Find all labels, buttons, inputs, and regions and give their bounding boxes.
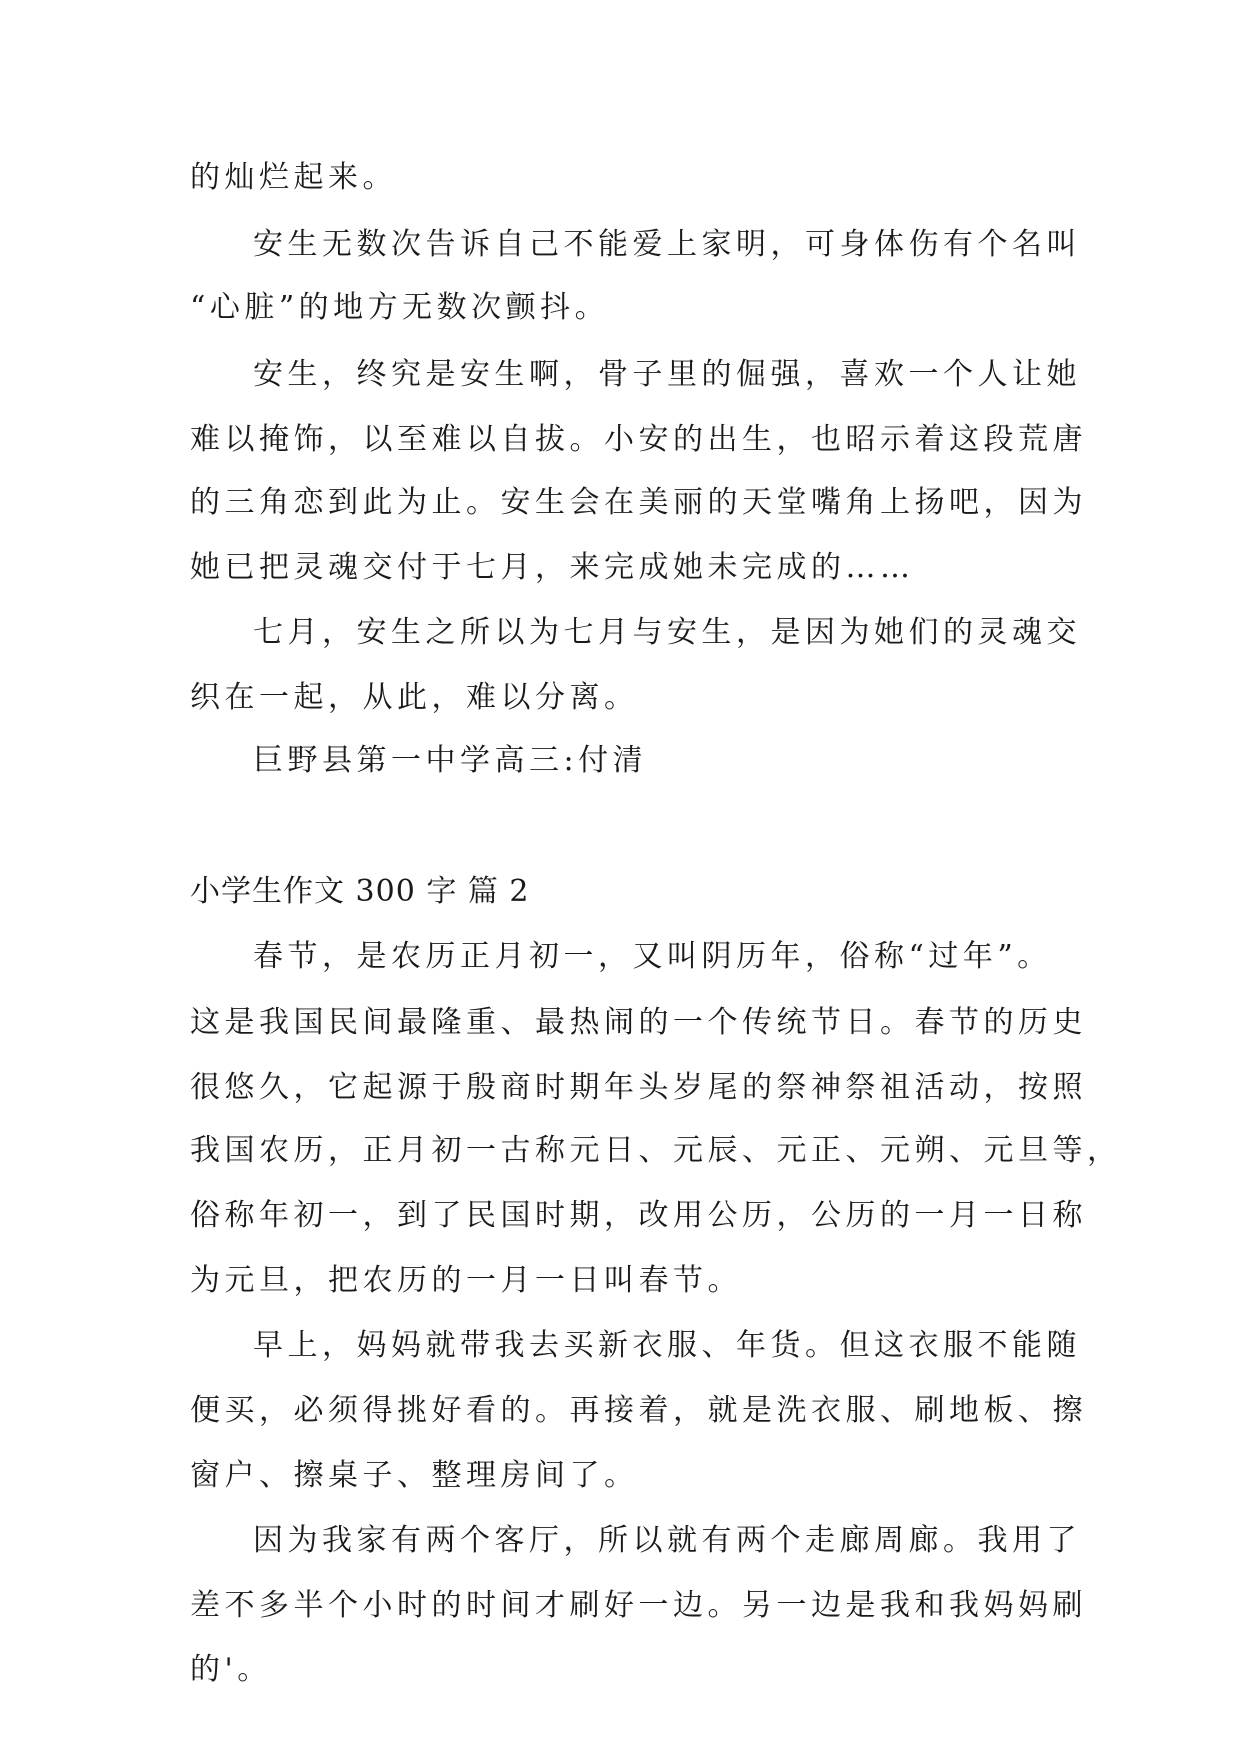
paragraph-line: 织在一起，从此，难以分离。 [190, 680, 639, 715]
paragraph-line: 的三角恋到此为止。安生会在美丽的天堂嘴角上扬吧，因为 [190, 485, 1087, 520]
paragraph-line: 因为我家有两个客厅，所以就有两个走廊周廊。我用了 [253, 1523, 1081, 1558]
paragraph-line: 她已把灵魂交付于七月，来完成她未完成的…… [190, 550, 915, 585]
paragraph-line: 这是我国民间最隆重、最热闹的一个传统节日。春节的历史 [190, 1005, 1087, 1040]
paragraph-line: 七月，安生之所以为七月与安生，是因为她们的灵魂交 [253, 615, 1081, 650]
paragraph-line: 的'。 [190, 1652, 272, 1687]
paragraph-line: 窗户、擦桌子、整理房间了。 [190, 1458, 639, 1493]
signature-line: 巨野县第一中学高三:付清 [253, 743, 648, 778]
paragraph-line: 难以掩饰，以至难以自拔。小安的出生，也昭示着这段荒唐 [190, 422, 1087, 457]
paragraph-line: 安生无数次告诉自己不能爱上家明，可身体伤有个名叫 [253, 227, 1081, 262]
paragraph-line: 安生，终究是安生啊，骨子里的倔强，喜欢一个人让她 [253, 357, 1081, 392]
paragraph-line: 很悠久，它起源于殷商时期年头岁尾的祭神祭祖活动，按照 [190, 1070, 1087, 1105]
paragraph-line: 便买，必须得挑好看的。再接着，就是洗衣服、刷地板、擦 [190, 1393, 1087, 1428]
paragraph-line: 我国农历，正月初一古称元日、元辰、元正、元朔、元旦等， [190, 1133, 1122, 1168]
section-heading: 小学生作文 300 字 篇 2 [190, 874, 530, 909]
paragraph-line: 俗称年初一，到了民国时期，改用公历，公历的一月一日称 [190, 1198, 1087, 1233]
paragraph-line: 的灿烂起来。 [190, 160, 397, 195]
paragraph-line: 差不多半个小时的时间才刷好一边。另一边是我和我妈妈刷 [190, 1588, 1087, 1623]
paragraph-line: 春节，是农历正月初一，又叫阴历年，俗称“过年”。 [253, 939, 1052, 974]
paragraph-line: 为元旦，把农历的一月一日叫春节。 [190, 1263, 742, 1298]
paragraph-line: 早上，妈妈就带我去买新衣服、年货。但这衣服不能随 [253, 1328, 1081, 1363]
paragraph-line: “心脏”的地方无数次颤抖。 [190, 290, 610, 325]
